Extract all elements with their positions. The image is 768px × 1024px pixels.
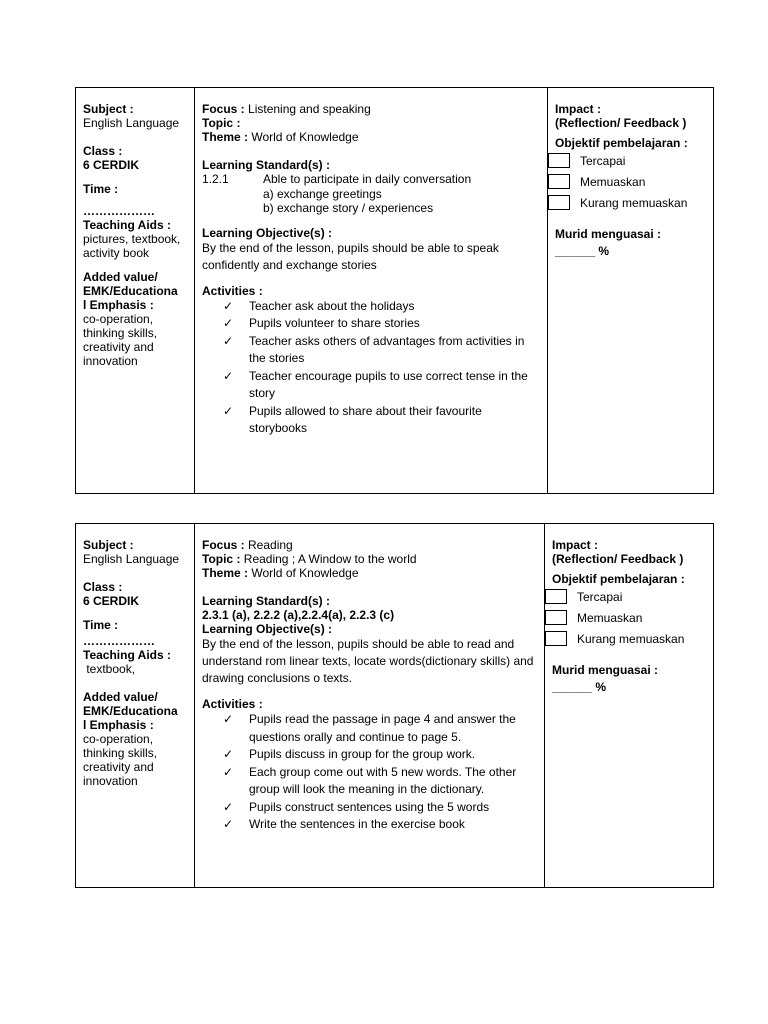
subject-value: English Language (83, 116, 180, 130)
activity-item: ✓ Pupils discuss in group for the group work. (223, 746, 540, 764)
theme-value: World of Knowledge (251, 130, 359, 144)
lesson-plan-1 (75, 87, 714, 494)
teaching-aids-value: activity book (83, 246, 150, 260)
option-label: Tercapai (580, 153, 626, 168)
theme-label: Theme : (202, 130, 249, 144)
added-value-item: innovation (83, 774, 138, 788)
theme-value: World of Knowledge (251, 566, 359, 580)
learning-standard-label: Learning Standard(s) : (202, 594, 331, 608)
content-column (195, 524, 544, 887)
learning-objective-text: By the end of the lesson, pupils should be able to read and understand rom linear texts, locate words(dictionary skills) and drawing conclusions o texts. (202, 637, 534, 685)
option-tercapai[interactable] (548, 150, 713, 171)
learning-objective-label: Learning Objective(s) : (202, 622, 333, 636)
learning-standard-text: Able to participate in daily conversation (263, 172, 472, 186)
option-label: Memuaskan (577, 610, 643, 625)
option-kurang-memuaskan[interactable] (548, 192, 713, 213)
learning-standard-codes: 2.3.1 (a), 2.2.2 (a),2.2.4(a), 2.2.3 (c) (202, 608, 395, 622)
option-memuaskan[interactable] (545, 607, 713, 628)
option-label: Memuaskan (580, 174, 646, 189)
content-column (195, 88, 547, 493)
teaching-aids-label: Teaching Aids : (83, 648, 172, 662)
activity-item: ✓ Teacher ask about the holidays (223, 298, 543, 316)
added-value-label: EMK/Educationa (83, 284, 178, 298)
added-value-label: l Emphasis : (83, 718, 154, 732)
murid-menguasai-label: Murid menguasai : (555, 227, 662, 241)
focus-value: Listening and speaking (248, 102, 371, 116)
subject-label: Subject : (83, 538, 134, 552)
impact-label: Impact : (552, 538, 599, 552)
option-label: Kurang memuaskan (577, 631, 685, 646)
impact-sub-label: (Reflection/ Feedback ) (555, 116, 687, 130)
added-value-item: co-operation, (83, 732, 154, 746)
murid-menguasai-label: Murid menguasai : (552, 663, 659, 677)
focus-value: Reading (248, 538, 293, 552)
time-value: ……………… (83, 634, 155, 648)
theme-label: Theme : (202, 566, 249, 580)
activities-list (202, 298, 547, 438)
topic-label: Topic : (202, 552, 241, 566)
added-value-item: thinking skills, (83, 326, 158, 340)
focus-label: Focus : (202, 102, 245, 116)
added-value-item: co-operation, (83, 312, 154, 326)
activity-item: ✓ Pupils allowed to share about their favourite storybooks (223, 403, 543, 438)
teaching-aids-value: textbook, (83, 662, 136, 676)
info-column (76, 88, 195, 493)
impact-column (544, 524, 713, 887)
activity-item: ✓ Pupils read the passage in page 4 and answer the questions orally and continue to page 5. (223, 711, 540, 746)
lesson-plan-2 (75, 523, 714, 888)
class-value: 6 CERDIK (83, 158, 140, 172)
activity-item: ✓ Each group come out with 5 new words. The other group will look the meaning in the dictionary. (223, 764, 540, 799)
learning-standard-code: 1.2.1 (202, 172, 229, 186)
objektif-label: Objektif pembelajaran : (552, 572, 685, 586)
option-tercapai[interactable] (545, 586, 713, 607)
learning-standard-sub: a) exchange greetings (263, 186, 382, 201)
murid-menguasai-value: ______ % (555, 244, 610, 258)
objektif-options (552, 586, 713, 649)
class-label: Class : (83, 580, 123, 594)
impact-label: Impact : (555, 102, 602, 116)
checkbox[interactable] (548, 174, 570, 189)
added-value-label: l Emphasis : (83, 298, 154, 312)
activities-label: Activities : (202, 697, 263, 711)
added-value-label: Added value/ (83, 270, 158, 284)
subject-value: English Language (83, 552, 180, 566)
impact-column (547, 88, 713, 493)
checkbox[interactable] (545, 631, 567, 646)
topic-label: Topic : (202, 116, 241, 130)
checkbox[interactable] (545, 589, 567, 604)
checkbox[interactable] (548, 195, 570, 210)
topic-value: Reading ; A Window to the world (243, 552, 417, 566)
activity-item: ✓ Write the sentences in the exercise book (223, 816, 540, 834)
time-label: Time : (83, 618, 119, 632)
impact-sub-label: (Reflection/ Feedback ) (552, 552, 684, 566)
time-value: ……………… (83, 204, 155, 218)
option-label: Tercapai (577, 589, 623, 604)
class-label: Class : (83, 144, 123, 158)
added-value-label: EMK/Educationa (83, 704, 178, 718)
learning-standard-label: Learning Standard(s) : (202, 158, 331, 172)
added-value-item: creativity and (83, 760, 154, 774)
option-memuaskan[interactable] (548, 171, 713, 192)
murid-menguasai-value: ______ % (552, 680, 607, 694)
activities-label: Activities : (202, 283, 263, 298)
activity-item: ✓ Teacher asks others of advantages from activities in the stories (223, 333, 543, 368)
time-label: Time : (83, 182, 119, 196)
learning-objective-text: By the end of the lesson, pupils should be able to speak confidently and exchange stories (202, 240, 499, 272)
activity-item: ✓ Pupils volunteer to share stories (223, 315, 543, 333)
learning-objective-label: Learning Objective(s) : (202, 225, 333, 240)
objektif-options (555, 150, 713, 213)
option-kurang-memuaskan[interactable] (545, 628, 713, 649)
class-value: 6 CERDIK (83, 594, 140, 608)
added-value-label: Added value/ (83, 690, 158, 704)
checkbox[interactable] (545, 610, 567, 625)
activities-list (202, 711, 544, 834)
activity-item: ✓ Teacher encourage pupils to use correct tense in the story (223, 368, 543, 403)
teaching-aids-label: Teaching Aids : (83, 218, 172, 232)
added-value-item: thinking skills, (83, 746, 158, 760)
checkbox[interactable] (548, 153, 570, 168)
added-value-item: innovation (83, 354, 138, 368)
teaching-aids-value: pictures, textbook, (83, 232, 181, 246)
activity-item: ✓ Pupils construct sentences using the 5 words (223, 799, 540, 817)
info-column (76, 524, 195, 887)
focus-label: Focus : (202, 538, 245, 552)
added-value-item: creativity and (83, 340, 154, 354)
learning-standard-sub: b) exchange story / experiences (263, 201, 434, 215)
subject-label: Subject : (83, 102, 134, 116)
option-label: Kurang memuaskan (580, 195, 688, 210)
objektif-label: Objektif pembelajaran : (555, 136, 688, 150)
